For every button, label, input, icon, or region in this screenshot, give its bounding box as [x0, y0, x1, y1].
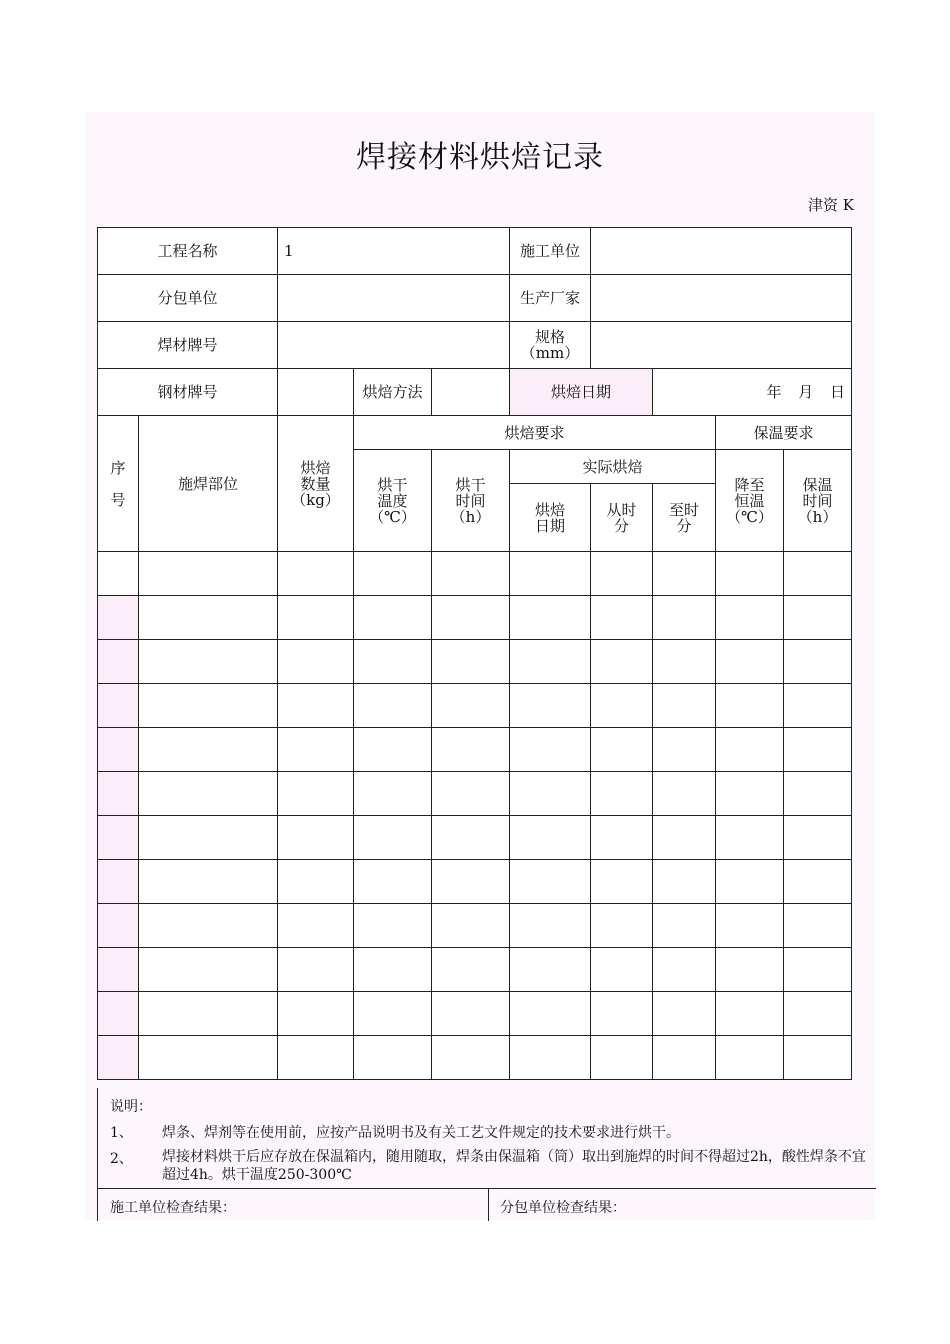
table-cell[interactable] [653, 992, 716, 1036]
table-cell[interactable] [278, 860, 354, 904]
table-cell[interactable] [510, 904, 591, 948]
construction-unit-label: 施工单位 [510, 228, 591, 275]
table-row [98, 772, 852, 816]
table-row [98, 640, 852, 684]
table-cell[interactable] [354, 904, 432, 948]
header-qty: 烘焙 数量 （kg） [278, 416, 354, 552]
weld-brand-label: 焊材牌号 [98, 322, 278, 369]
table-cell[interactable] [716, 816, 784, 860]
table-cell[interactable] [278, 904, 354, 948]
bake-method-label: 烘焙方法 [354, 369, 432, 416]
table-cell[interactable] [278, 1036, 354, 1080]
table-cell[interactable] [278, 816, 354, 860]
table-cell[interactable] [653, 816, 716, 860]
table-cell[interactable] [354, 772, 432, 816]
check-results [97, 1188, 876, 1221]
bake-date-field[interactable]: 年 月 日 [653, 369, 852, 416]
table-cell[interactable] [591, 596, 653, 640]
table-cell[interactable] [98, 1036, 139, 1080]
table-cell[interactable] [510, 948, 591, 992]
table-cell[interactable] [716, 684, 784, 728]
table-cell[interactable] [653, 860, 716, 904]
table-cell[interactable] [354, 596, 432, 640]
table-cell[interactable] [510, 596, 591, 640]
table-cell[interactable] [784, 684, 852, 728]
spec-label: 规格（mm） [510, 322, 591, 369]
table-cell[interactable] [591, 684, 653, 728]
construction-unit-field[interactable] [591, 228, 852, 275]
table-cell[interactable] [716, 992, 784, 1036]
table-row [98, 596, 852, 640]
table-cell[interactable] [591, 552, 653, 596]
table-cell[interactable] [653, 640, 716, 684]
table-cell[interactable] [432, 772, 510, 816]
table-cell[interactable] [432, 1036, 510, 1080]
table-cell[interactable] [354, 1036, 432, 1080]
table-cell[interactable] [98, 552, 139, 596]
table-cell[interactable] [653, 596, 716, 640]
table-cell[interactable] [591, 1036, 653, 1080]
table-cell[interactable] [510, 1036, 591, 1080]
table-cell[interactable] [354, 728, 432, 772]
table-row [98, 992, 852, 1036]
table-cell[interactable] [784, 992, 852, 1036]
table-cell[interactable] [139, 552, 278, 596]
table-cell[interactable] [591, 948, 653, 992]
table-cell[interactable] [591, 904, 653, 948]
table-cell[interactable] [278, 772, 354, 816]
table-cell[interactable] [354, 640, 432, 684]
table-cell[interactable] [784, 552, 852, 596]
table-row [98, 728, 852, 772]
header-keep-time: 保温 时间 （h） [784, 450, 852, 552]
table-cell[interactable] [354, 816, 432, 860]
header-part: 施焊部位 [139, 416, 278, 552]
table-cell[interactable] [784, 904, 852, 948]
table-cell[interactable] [98, 992, 139, 1036]
table-cell[interactable] [278, 552, 354, 596]
table-cell[interactable] [591, 992, 653, 1036]
table-cell[interactable] [432, 684, 510, 728]
table-cell[interactable] [653, 552, 716, 596]
table-cell[interactable] [139, 684, 278, 728]
table-cell[interactable] [139, 596, 278, 640]
table-cell[interactable] [139, 640, 278, 684]
table-cell[interactable] [653, 728, 716, 772]
table-cell[interactable] [139, 860, 278, 904]
table-cell[interactable] [98, 640, 139, 684]
table-cell[interactable] [716, 860, 784, 904]
table-row [98, 552, 852, 596]
footer-divider [488, 1189, 489, 1221]
note-1-number: 1、 [110, 1125, 133, 1141]
table-cell[interactable] [716, 728, 784, 772]
note-1-text: 焊条、焊剂等在使用前，应按产品说明书及有关工艺文件规定的技术要求进行烘干。 [162, 1125, 680, 1141]
table-cell[interactable] [653, 772, 716, 816]
table-cell[interactable] [653, 684, 716, 728]
table-cell[interactable] [591, 860, 653, 904]
table-cell[interactable] [139, 992, 278, 1036]
header-seq: 序 号 [98, 416, 139, 552]
table-cell[interactable] [278, 728, 354, 772]
notes-heading: 说明： [110, 1099, 152, 1115]
table-cell[interactable] [510, 860, 591, 904]
table-cell[interactable] [354, 684, 432, 728]
header-bake-req: 烘焙要求 [354, 416, 716, 450]
manufacturer-label: 生产厂家 [510, 275, 591, 322]
note-2-number: 2、 [110, 1151, 133, 1167]
table-cell[interactable] [784, 728, 852, 772]
table-cell[interactable] [510, 684, 591, 728]
manufacturer-field[interactable] [591, 275, 852, 322]
subcontractor-check-label[interactable]: 分包单位检查结果： [500, 1200, 626, 1216]
table-cell[interactable] [510, 992, 591, 1036]
header-dry-time: 烘干 时间 （h） [432, 450, 510, 552]
header-dry-temp: 烘干 温度 （℃） [354, 450, 432, 552]
table-cell[interactable] [716, 904, 784, 948]
table-cell[interactable] [510, 816, 591, 860]
table-cell[interactable] [591, 728, 653, 772]
table-cell[interactable] [591, 772, 653, 816]
table-row [98, 948, 852, 992]
construction-check-label[interactable]: 施工单位检查结果： [110, 1200, 236, 1216]
weld-brand-field[interactable] [278, 322, 510, 369]
table-cell[interactable] [784, 948, 852, 992]
spec-field[interactable] [591, 322, 852, 369]
steel-brand-field[interactable] [278, 369, 354, 416]
table-cell[interactable] [98, 904, 139, 948]
subcontractor-label: 分包单位 [98, 275, 278, 322]
form-code: 津资 K [808, 196, 854, 214]
table-cell[interactable] [278, 992, 354, 1036]
table-cell[interactable] [510, 772, 591, 816]
header-cool-temp: 降至 恒温 （℃） [716, 450, 784, 552]
page-title: 焊接材料烘焙记录 [356, 140, 604, 175]
table-cell[interactable] [432, 816, 510, 860]
table-cell[interactable] [278, 684, 354, 728]
table-row [98, 684, 852, 728]
header-actual: 实际烘焙 [510, 450, 716, 484]
table-cell[interactable] [510, 552, 591, 596]
table-cell[interactable] [432, 552, 510, 596]
table-cell[interactable] [139, 948, 278, 992]
table-cell[interactable] [354, 552, 432, 596]
table-cell[interactable] [278, 948, 354, 992]
table-cell[interactable] [139, 772, 278, 816]
header-bake-date: 烘焙 日期 [510, 484, 591, 552]
table-cell[interactable] [98, 772, 139, 816]
table-cell[interactable] [98, 728, 139, 772]
table-cell[interactable] [653, 904, 716, 948]
record-table [97, 227, 852, 1080]
table-cell[interactable] [591, 816, 653, 860]
table-row [98, 1036, 852, 1080]
header-from: 从时 分 [591, 484, 653, 552]
note-2-text: 焊接材料烘干后应存放在保温箱内，随用随取，焊条由保温箱（筒）取出到施焊的时间不得超过2h，酸性焊条不宜超过4h。烘干温度250-300℃ [162, 1149, 866, 1183]
table-cell[interactable] [354, 992, 432, 1036]
table-row [98, 904, 852, 948]
table-cell[interactable] [784, 596, 852, 640]
table-cell[interactable] [432, 728, 510, 772]
table-cell[interactable] [784, 816, 852, 860]
table-cell[interactable] [432, 640, 510, 684]
table-cell[interactable] [98, 684, 139, 728]
table-cell[interactable] [139, 816, 278, 860]
table-cell[interactable] [98, 596, 139, 640]
table-cell[interactable] [784, 772, 852, 816]
notes-section [97, 1088, 876, 1188]
table-cell[interactable] [510, 728, 591, 772]
table-cell[interactable] [591, 640, 653, 684]
table-cell[interactable] [432, 904, 510, 948]
project-name-field[interactable]: 1 [278, 228, 510, 275]
table-cell[interactable] [784, 1036, 852, 1080]
table-cell[interactable] [432, 948, 510, 992]
table-cell[interactable] [432, 596, 510, 640]
table-cell[interactable] [653, 948, 716, 992]
table-cell[interactable] [278, 640, 354, 684]
subcontractor-field[interactable] [278, 275, 510, 322]
steel-brand-label: 钢材牌号 [98, 369, 278, 416]
table-cell[interactable] [784, 640, 852, 684]
table-cell[interactable] [716, 596, 784, 640]
table-row [98, 816, 852, 860]
table-cell[interactable] [278, 596, 354, 640]
project-name-label: 工程名称 [98, 228, 278, 275]
table-cell[interactable] [98, 816, 139, 860]
table-cell[interactable] [354, 860, 432, 904]
bake-method-field[interactable] [432, 369, 510, 416]
table-cell[interactable] [354, 948, 432, 992]
table-cell[interactable] [432, 992, 510, 1036]
table-cell[interactable] [716, 552, 784, 596]
table-cell[interactable] [139, 728, 278, 772]
table-cell[interactable] [98, 860, 139, 904]
header-keep-req: 保温要求 [716, 416, 852, 450]
table-cell[interactable] [432, 860, 510, 904]
table-row [98, 860, 852, 904]
table-cell[interactable] [653, 1036, 716, 1080]
table-cell[interactable] [716, 1036, 784, 1080]
table-cell[interactable] [716, 948, 784, 992]
table-cell[interactable] [716, 772, 784, 816]
table-cell[interactable] [716, 640, 784, 684]
table-cell[interactable] [784, 860, 852, 904]
bake-date-label: 烘焙日期 [510, 369, 653, 416]
table-cell[interactable] [139, 1036, 278, 1080]
table-cell[interactable] [98, 948, 139, 992]
table-cell[interactable] [139, 904, 278, 948]
header-to: 至时 分 [653, 484, 716, 552]
table-cell[interactable] [510, 640, 591, 684]
